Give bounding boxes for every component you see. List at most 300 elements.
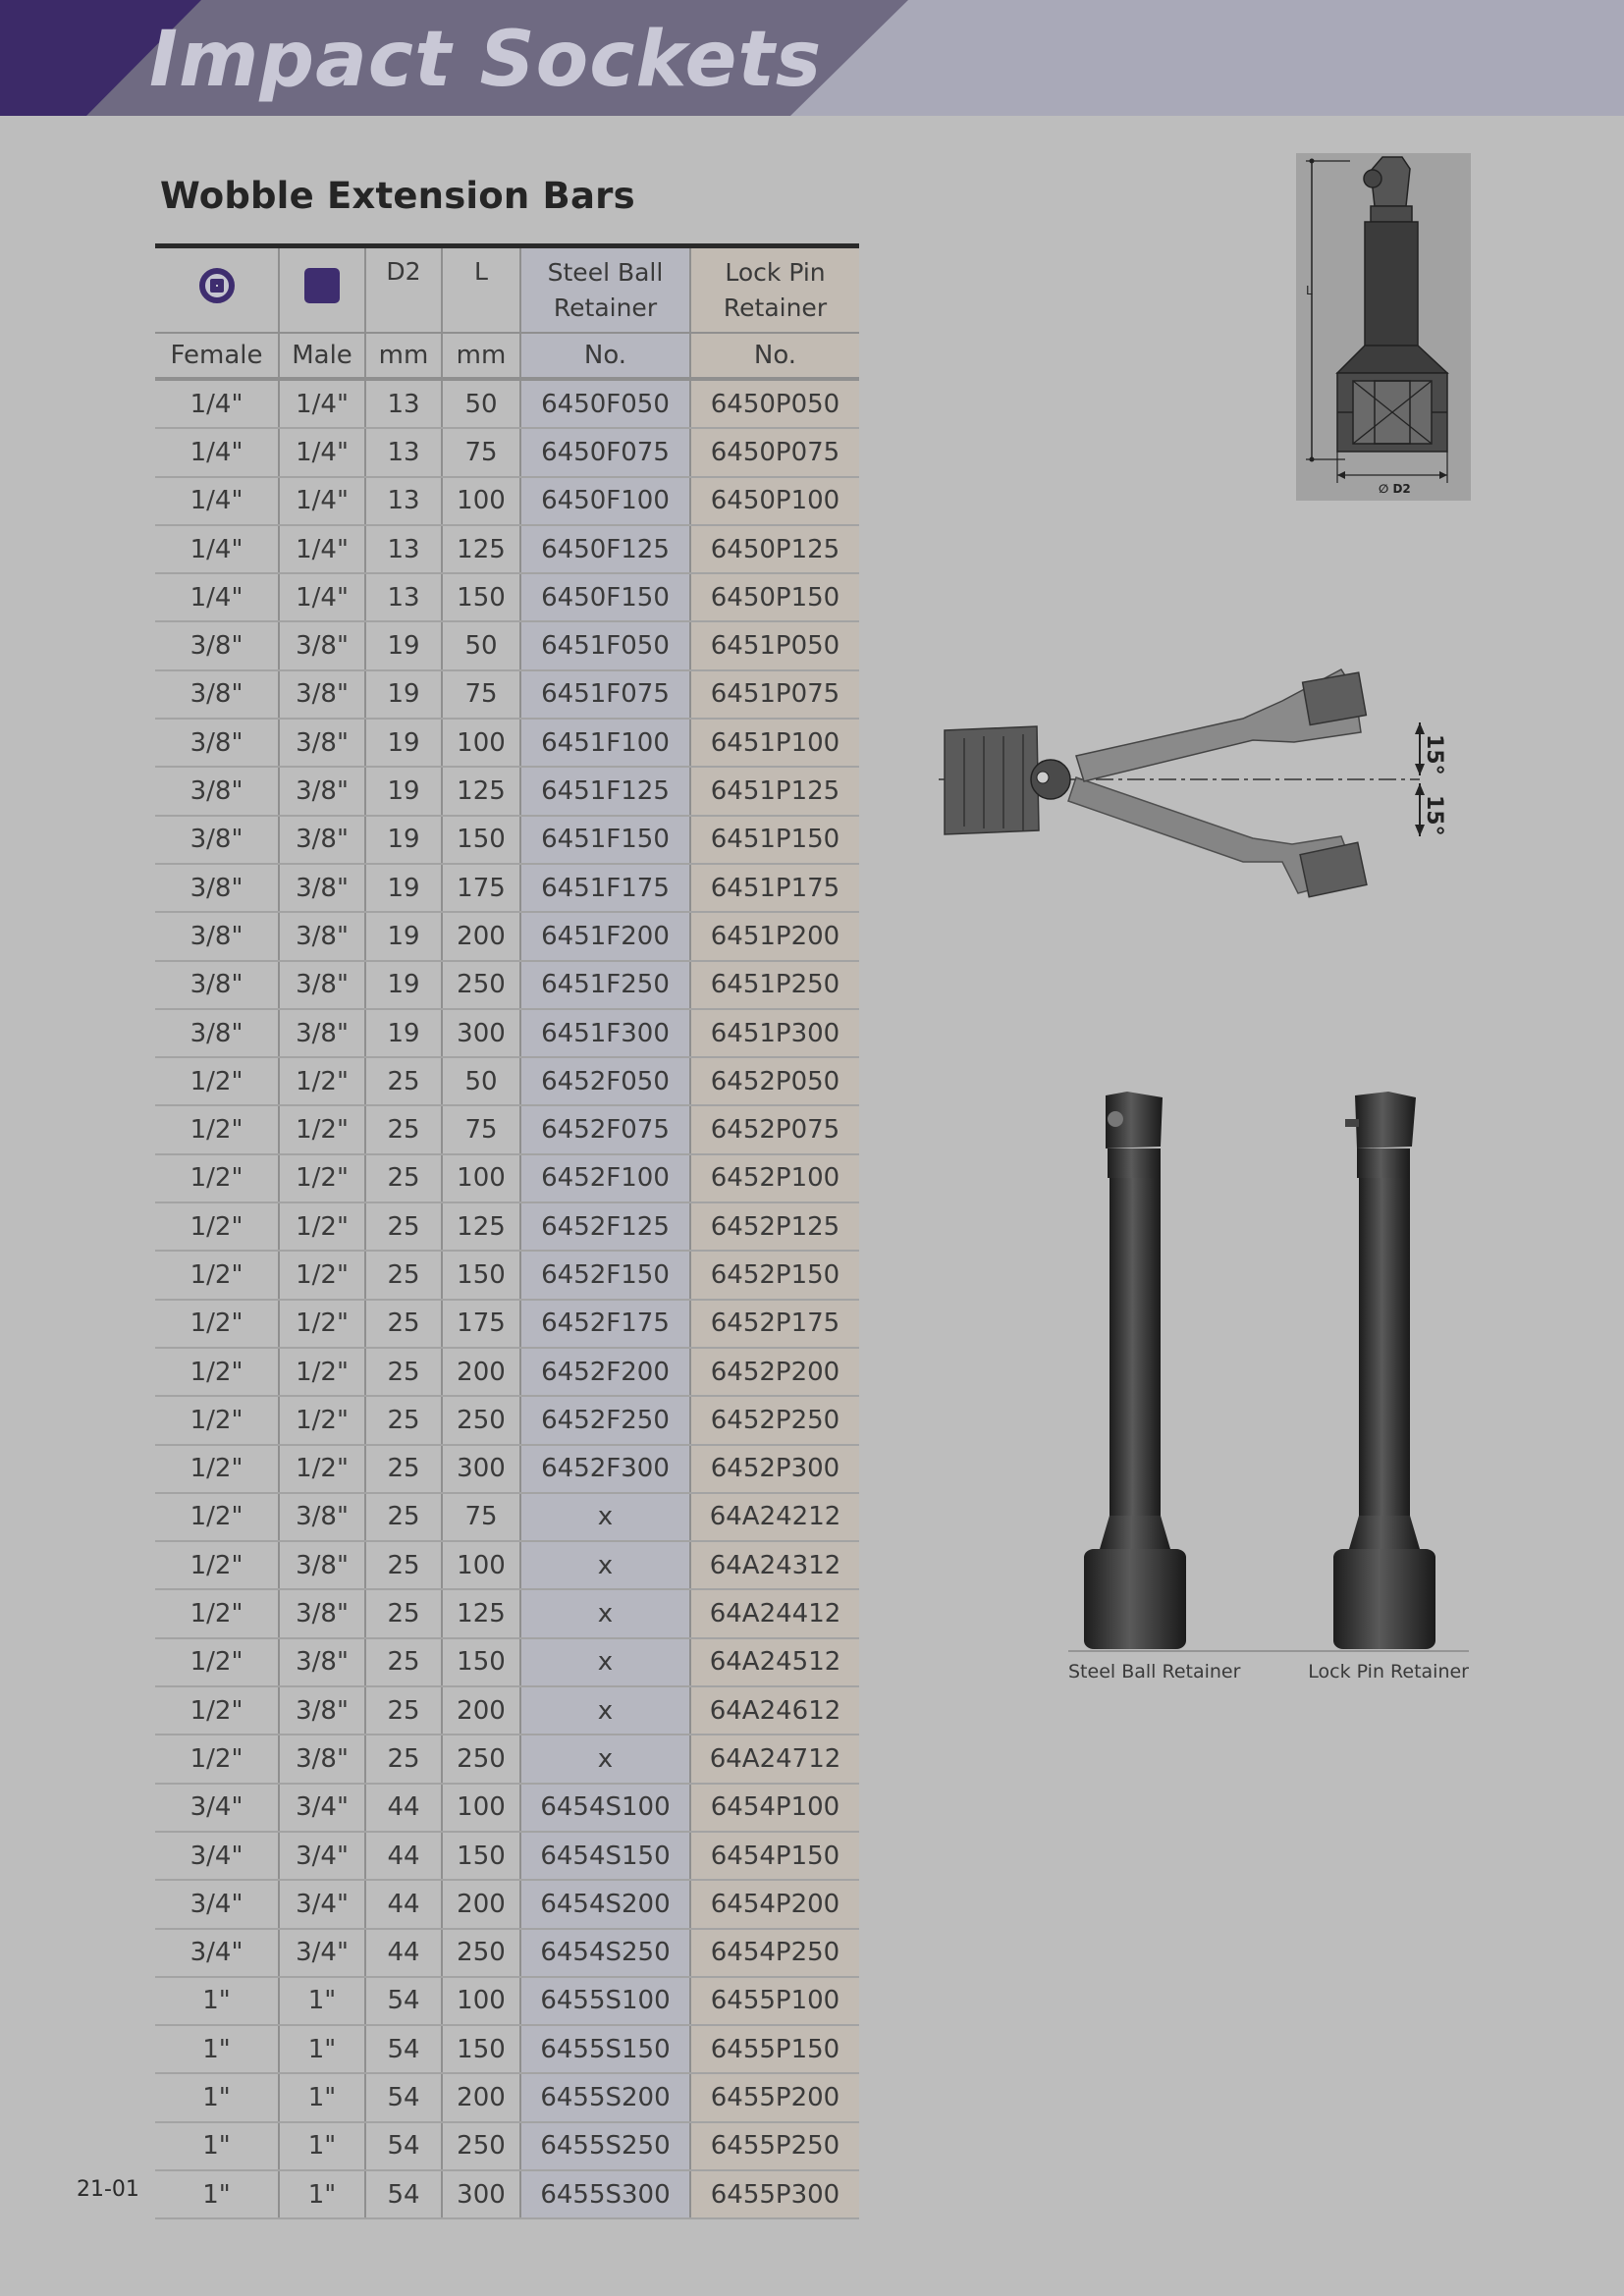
cell-steel-ball-part-no: 6454S150: [520, 1832, 690, 1880]
cell-female-size: 1/2": [155, 1154, 279, 1202]
cell-lock-pin-part-no: 6455P250: [690, 2122, 859, 2170]
cell-female-size: 1/2": [155, 1686, 279, 1735]
cell-lock-pin-part-no: 6454P150: [690, 1832, 859, 1880]
cell-male-size: 1/4": [279, 573, 365, 621]
cell-male-size: 3/8": [279, 1541, 365, 1589]
cell-steel-ball-part-no: 6455S300: [520, 2170, 690, 2218]
angle-label-lower: 15°: [1422, 795, 1446, 836]
cell-male-size: 1/4": [279, 525, 365, 573]
cell-d2-mm: 25: [365, 1348, 442, 1396]
cell-female-size: 3/8": [155, 670, 279, 719]
cell-steel-ball-part-no: x: [520, 1541, 690, 1589]
table-row: [155, 912, 859, 960]
cell-female-size: 1/4": [155, 477, 279, 525]
cell-d2-mm: 25: [365, 1589, 442, 1637]
table-row: [155, 1009, 859, 1057]
cell-d2-mm: 13: [365, 379, 442, 428]
table-row: [155, 1589, 859, 1637]
table-row: [155, 1105, 859, 1153]
table-header-row: [155, 246, 859, 334]
cell-female-size: 3/8": [155, 1009, 279, 1057]
cell-male-size: 3/8": [279, 816, 365, 864]
cell-steel-ball-part-no: 6450F125: [520, 525, 690, 573]
cell-female-size: 1/4": [155, 573, 279, 621]
cell-steel-ball-part-no: 6454S250: [520, 1929, 690, 1977]
table-row: [155, 1251, 859, 1299]
table-row: [155, 1057, 859, 1105]
cell-steel-ball-part-no: 6452F300: [520, 1445, 690, 1493]
cell-d2-mm: 19: [365, 767, 442, 815]
cell-lock-pin-part-no: 6454P250: [690, 1929, 859, 1977]
cell-length-mm: 50: [442, 379, 520, 428]
cell-steel-ball-part-no: x: [520, 1686, 690, 1735]
cell-male-size: 3/4": [279, 1784, 365, 1832]
table-row: [155, 477, 859, 525]
cell-female-size: 3/8": [155, 621, 279, 669]
male-square-drive-icon: [304, 268, 340, 303]
cell-female-size: 1/2": [155, 1251, 279, 1299]
cell-d2-mm: 13: [365, 428, 442, 476]
diagram-d2-label: ∅ D2: [1379, 482, 1411, 496]
cell-d2-mm: 54: [365, 2170, 442, 2218]
cell-male-size: 1": [279, 2122, 365, 2170]
cell-female-size: 1": [155, 2025, 279, 2073]
cell-female-size: 1/2": [155, 1057, 279, 1105]
cell-d2-mm: 25: [365, 1105, 442, 1153]
table-row: [155, 1348, 859, 1396]
cell-length-mm: 200: [442, 1880, 520, 1928]
cell-female-size: 1/2": [155, 1589, 279, 1637]
steel-ball-retainer-bar: [1084, 1092, 1186, 1649]
cell-steel-ball-part-no: 6451F250: [520, 961, 690, 1009]
cell-female-size: 1/2": [155, 1105, 279, 1153]
cell-steel-ball-part-no: 6452F100: [520, 1154, 690, 1202]
cell-lock-pin-part-no: 6452P050: [690, 1057, 859, 1105]
cell-steel-ball-part-no: 6454S100: [520, 1784, 690, 1832]
table-row: [155, 1638, 859, 1686]
cell-female-size: 1/2": [155, 1638, 279, 1686]
table-row: [155, 1929, 859, 1977]
cell-male-size: 3/8": [279, 719, 365, 767]
table-row: [155, 2073, 859, 2121]
cell-male-size: 1": [279, 1977, 365, 2025]
cell-length-mm: 300: [442, 2170, 520, 2218]
cell-length-mm: 100: [442, 1154, 520, 1202]
cell-steel-ball-part-no: 6455S200: [520, 2073, 690, 2121]
cell-d2-mm: 19: [365, 961, 442, 1009]
female-drive-symbol-cell: [155, 246, 279, 334]
cell-d2-mm: 44: [365, 1832, 442, 1880]
cell-length-mm: 125: [442, 525, 520, 573]
cell-male-size: 1/2": [279, 1348, 365, 1396]
table-row: [155, 864, 859, 912]
caption-steel-ball-retainer: Steel Ball Retainer: [1068, 1661, 1241, 1682]
cell-steel-ball-part-no: 6452F050: [520, 1057, 690, 1105]
cell-female-size: 3/8": [155, 816, 279, 864]
table-row: [155, 1686, 859, 1735]
cell-female-size: 3/8": [155, 719, 279, 767]
lock-pin-retainer-bar: [1333, 1092, 1435, 1649]
cell-steel-ball-part-no: 6452F250: [520, 1396, 690, 1444]
spec-table: [155, 243, 859, 2219]
table-row: [155, 2122, 859, 2170]
cell-d2-mm: 54: [365, 2025, 442, 2073]
cell-steel-ball-part-no: 6455S150: [520, 2025, 690, 2073]
table-row: [155, 1832, 859, 1880]
table-row: [155, 1154, 859, 1202]
cell-male-size: 1/4": [279, 477, 365, 525]
cell-male-size: 1/2": [279, 1445, 365, 1493]
table-subheader-row: [155, 333, 859, 379]
cell-steel-ball-part-no: 6452F175: [520, 1300, 690, 1348]
cell-d2-mm: 19: [365, 1009, 442, 1057]
cell-length-mm: 175: [442, 1300, 520, 1348]
cell-lock-pin-part-no: 6451P175: [690, 864, 859, 912]
header-male: Male: [279, 333, 365, 379]
photo-captions: [1068, 1661, 1469, 1684]
cell-female-size: 1/4": [155, 379, 279, 428]
cell-lock-pin-part-no: 6451P125: [690, 767, 859, 815]
page-banner: [0, 0, 1624, 116]
cell-male-size: 1/2": [279, 1251, 365, 1299]
cell-female-size: 1/2": [155, 1348, 279, 1396]
header-steel-ball-retainer: Steel Ball Retainer: [520, 246, 690, 334]
cell-lock-pin-part-no: 6452P150: [690, 1251, 859, 1299]
cell-lock-pin-part-no: 6452P125: [690, 1202, 859, 1251]
cell-female-size: 3/8": [155, 912, 279, 960]
cell-length-mm: 100: [442, 1784, 520, 1832]
table-row: [155, 1735, 859, 1783]
angle-label-upper: 15°: [1422, 734, 1446, 775]
cell-length-mm: 50: [442, 1057, 520, 1105]
table-row: [155, 1541, 859, 1589]
cell-female-size: 1/2": [155, 1735, 279, 1783]
header-d2: D2: [365, 246, 442, 334]
table-row: [155, 719, 859, 767]
cell-length-mm: 250: [442, 2122, 520, 2170]
table-row: [155, 379, 859, 428]
cell-male-size: 3/8": [279, 670, 365, 719]
cell-male-size: 1/2": [279, 1396, 365, 1444]
cell-female-size: 1/2": [155, 1300, 279, 1348]
cell-female-size: 1/2": [155, 1445, 279, 1493]
table-row: [155, 1445, 859, 1493]
cell-female-size: 3/4": [155, 1832, 279, 1880]
cell-length-mm: 125: [442, 1589, 520, 1637]
header-female: Female: [155, 333, 279, 379]
cell-male-size: 1/4": [279, 379, 365, 428]
cell-d2-mm: 19: [365, 670, 442, 719]
cell-male-size: 3/8": [279, 912, 365, 960]
cell-length-mm: 125: [442, 767, 520, 815]
cell-d2-mm: 13: [365, 573, 442, 621]
caption-lock-pin-retainer: Lock Pin Retainer: [1308, 1661, 1469, 1682]
cell-length-mm: 50: [442, 621, 520, 669]
cell-lock-pin-part-no: 64A24412: [690, 1589, 859, 1637]
cell-female-size: 1/2": [155, 1202, 279, 1251]
cell-d2-mm: 25: [365, 1251, 442, 1299]
cell-length-mm: 150: [442, 1638, 520, 1686]
table-row: [155, 2170, 859, 2218]
header-l: L: [442, 246, 520, 334]
cell-d2-mm: 19: [365, 816, 442, 864]
cell-d2-mm: 54: [365, 2073, 442, 2121]
cell-steel-ball-part-no: 6455S250: [520, 2122, 690, 2170]
cell-steel-ball-part-no: x: [520, 1735, 690, 1783]
cell-male-size: 1/2": [279, 1300, 365, 1348]
cell-steel-ball-part-no: 6450F075: [520, 428, 690, 476]
cell-d2-mm: 54: [365, 1977, 442, 2025]
cell-length-mm: 75: [442, 428, 520, 476]
cell-female-size: 1/2": [155, 1493, 279, 1541]
cell-lock-pin-part-no: 6452P200: [690, 1348, 859, 1396]
cell-d2-mm: 25: [365, 1202, 442, 1251]
cell-female-size: 3/4": [155, 1880, 279, 1928]
cell-d2-mm: 25: [365, 1300, 442, 1348]
cell-length-mm: 75: [442, 670, 520, 719]
cell-lock-pin-part-no: 6451P150: [690, 816, 859, 864]
cell-male-size: 3/4": [279, 1880, 365, 1928]
cell-length-mm: 150: [442, 816, 520, 864]
cell-length-mm: 300: [442, 1445, 520, 1493]
cell-male-size: 1/2": [279, 1057, 365, 1105]
cell-d2-mm: 25: [365, 1638, 442, 1686]
header-l-unit: mm: [442, 333, 520, 379]
cell-length-mm: 75: [442, 1105, 520, 1153]
cell-d2-mm: 44: [365, 1929, 442, 1977]
cell-length-mm: 100: [442, 1541, 520, 1589]
cell-lock-pin-part-no: 64A24712: [690, 1735, 859, 1783]
cell-lock-pin-part-no: 6451P200: [690, 912, 859, 960]
cell-steel-ball-part-no: 6450F050: [520, 379, 690, 428]
cell-lock-pin-part-no: 6455P150: [690, 2025, 859, 2073]
cell-length-mm: 125: [442, 1202, 520, 1251]
cell-female-size: 1/2": [155, 1541, 279, 1589]
cell-lock-pin-part-no: 6451P075: [690, 670, 859, 719]
cell-lock-pin-part-no: 64A24212: [690, 1493, 859, 1541]
cell-lock-pin-part-no: 6451P250: [690, 961, 859, 1009]
table-body: [155, 379, 859, 2218]
cell-length-mm: 100: [442, 477, 520, 525]
cell-male-size: 3/8": [279, 1638, 365, 1686]
cell-length-mm: 200: [442, 1686, 520, 1735]
cell-length-mm: 175: [442, 864, 520, 912]
cell-male-size: 1": [279, 2025, 365, 2073]
cell-d2-mm: 13: [365, 477, 442, 525]
cell-steel-ball-part-no: 6451F125: [520, 767, 690, 815]
table-row: [155, 1396, 859, 1444]
cell-steel-ball-part-no: 6452F150: [520, 1251, 690, 1299]
cell-steel-ball-part-no: 6451F050: [520, 621, 690, 669]
cell-steel-ball-part-no: 6450F100: [520, 477, 690, 525]
cell-female-size: 1": [155, 1977, 279, 2025]
table-row: [155, 621, 859, 669]
cell-length-mm: 200: [442, 912, 520, 960]
cell-length-mm: 250: [442, 1929, 520, 1977]
cell-lock-pin-part-no: 6450P050: [690, 379, 859, 428]
cell-length-mm: 200: [442, 2073, 520, 2121]
cell-steel-ball-part-no: 6452F075: [520, 1105, 690, 1153]
cell-length-mm: 300: [442, 1009, 520, 1057]
female-square-drive-icon: [199, 268, 235, 303]
table-row: [155, 1784, 859, 1832]
cell-male-size: 3/8": [279, 1009, 365, 1057]
cell-length-mm: 100: [442, 719, 520, 767]
cell-lock-pin-part-no: 6454P100: [690, 1784, 859, 1832]
cell-lock-pin-part-no: 6455P100: [690, 1977, 859, 2025]
cell-steel-ball-part-no: 6451F200: [520, 912, 690, 960]
cell-d2-mm: 25: [365, 1541, 442, 1589]
diagram-l-label: L: [1306, 284, 1313, 297]
cell-lock-pin-part-no: 6452P100: [690, 1154, 859, 1202]
cell-female-size: 1/2": [155, 1396, 279, 1444]
cell-male-size: 1": [279, 2170, 365, 2218]
cell-length-mm: 250: [442, 1735, 520, 1783]
cell-d2-mm: 19: [365, 912, 442, 960]
cell-d2-mm: 44: [365, 1880, 442, 1928]
cell-d2-mm: 19: [365, 864, 442, 912]
cell-length-mm: 150: [442, 2025, 520, 2073]
cell-male-size: 3/8": [279, 1589, 365, 1637]
cell-steel-ball-part-no: 6451F300: [520, 1009, 690, 1057]
cell-male-size: 1/2": [279, 1154, 365, 1202]
table-row: [155, 816, 859, 864]
cell-steel-ball-part-no: x: [520, 1493, 690, 1541]
cell-d2-mm: 25: [365, 1057, 442, 1105]
cell-lock-pin-part-no: 6450P100: [690, 477, 859, 525]
cell-male-size: 1": [279, 2073, 365, 2121]
cell-steel-ball-part-no: 6451F100: [520, 719, 690, 767]
table-row: [155, 961, 859, 1009]
cell-male-size: 1/2": [279, 1105, 365, 1153]
table-row: [155, 525, 859, 573]
cell-length-mm: 250: [442, 1396, 520, 1444]
cell-male-size: 3/8": [279, 961, 365, 1009]
table-row: [155, 428, 859, 476]
page-number: 21-01: [77, 2177, 139, 2202]
cell-d2-mm: 44: [365, 1784, 442, 1832]
cell-steel-ball-part-no: x: [520, 1638, 690, 1686]
cell-length-mm: 150: [442, 1251, 520, 1299]
cell-lock-pin-part-no: 64A24512: [690, 1638, 859, 1686]
cell-female-size: 3/8": [155, 961, 279, 1009]
cell-female-size: 1": [155, 2122, 279, 2170]
cell-female-size: 1/4": [155, 525, 279, 573]
cell-steel-ball-part-no: 6455S100: [520, 1977, 690, 2025]
cell-length-mm: 250: [442, 961, 520, 1009]
cell-d2-mm: 25: [365, 1445, 442, 1493]
table-row: [155, 1300, 859, 1348]
table-row: [155, 767, 859, 815]
cell-lock-pin-part-no: 6451P050: [690, 621, 859, 669]
cell-lock-pin-part-no: 6450P150: [690, 573, 859, 621]
male-drive-symbol-cell: [279, 246, 365, 334]
cell-steel-ball-part-no: 6452F200: [520, 1348, 690, 1396]
cell-lock-pin-part-no: 6450P075: [690, 428, 859, 476]
cell-male-size: 3/8": [279, 767, 365, 815]
cell-d2-mm: 25: [365, 1686, 442, 1735]
cell-lock-pin-part-no: 64A24312: [690, 1541, 859, 1589]
cell-lock-pin-part-no: 6452P300: [690, 1445, 859, 1493]
cell-female-size: 1/4": [155, 428, 279, 476]
cell-d2-mm: 25: [365, 1735, 442, 1783]
table-row: [155, 670, 859, 719]
cell-length-mm: 75: [442, 1493, 520, 1541]
cell-steel-ball-part-no: 6452F125: [520, 1202, 690, 1251]
cell-steel-ball-part-no: 6451F075: [520, 670, 690, 719]
header-d2-unit: mm: [365, 333, 442, 379]
cell-female-size: 3/4": [155, 1784, 279, 1832]
cell-female-size: 1": [155, 2073, 279, 2121]
cell-lock-pin-part-no: 64A24612: [690, 1686, 859, 1735]
cell-male-size: 3/4": [279, 1929, 365, 1977]
cell-male-size: 3/4": [279, 1832, 365, 1880]
cell-length-mm: 150: [442, 1832, 520, 1880]
cell-steel-ball-part-no: 6451F175: [520, 864, 690, 912]
dimension-diagram: [1296, 153, 1471, 501]
cell-female-size: 1": [155, 2170, 279, 2218]
cell-d2-mm: 54: [365, 2122, 442, 2170]
header-lock-pin-no: No.: [690, 333, 859, 379]
table-row: [155, 2025, 859, 2073]
table-row: [155, 1493, 859, 1541]
cell-d2-mm: 19: [365, 719, 442, 767]
cell-lock-pin-part-no: 6452P075: [690, 1105, 859, 1153]
cell-length-mm: 200: [442, 1348, 520, 1396]
cell-lock-pin-part-no: 6455P300: [690, 2170, 859, 2218]
cell-male-size: 1/4": [279, 428, 365, 476]
cell-d2-mm: 25: [365, 1493, 442, 1541]
cell-male-size: 3/8": [279, 1735, 365, 1783]
header-lock-pin-retainer: Lock Pin Retainer: [690, 246, 859, 334]
cell-male-size: 3/8": [279, 1493, 365, 1541]
cell-male-size: 3/8": [279, 621, 365, 669]
cell-length-mm: 150: [442, 573, 520, 621]
cell-lock-pin-part-no: 6451P300: [690, 1009, 859, 1057]
table-row: [155, 573, 859, 621]
cell-d2-mm: 13: [365, 525, 442, 573]
wobble-angle-diagram: [929, 662, 1459, 905]
table-row: [155, 1880, 859, 1928]
cell-male-size: 3/8": [279, 1686, 365, 1735]
cell-male-size: 1/2": [279, 1202, 365, 1251]
cell-lock-pin-part-no: 6452P175: [690, 1300, 859, 1348]
header-steel-ball-no: No.: [520, 333, 690, 379]
cell-lock-pin-part-no: 6454P200: [690, 1880, 859, 1928]
page-title: Impact Sockets: [149, 16, 823, 104]
section-title: Wobble Extension Bars: [160, 175, 635, 217]
cell-lock-pin-part-no: 6455P200: [690, 2073, 859, 2121]
cell-d2-mm: 19: [365, 621, 442, 669]
cell-male-size: 3/8": [279, 864, 365, 912]
cell-female-size: 3/8": [155, 767, 279, 815]
cell-lock-pin-part-no: 6450P125: [690, 525, 859, 573]
cell-steel-ball-part-no: 6451F150: [520, 816, 690, 864]
cell-lock-pin-part-no: 6451P100: [690, 719, 859, 767]
product-photos: [1068, 1088, 1469, 1657]
table-row: [155, 1202, 859, 1251]
cell-female-size: 3/8": [155, 864, 279, 912]
cell-length-mm: 100: [442, 1977, 520, 2025]
cell-steel-ball-part-no: 6454S200: [520, 1880, 690, 1928]
cell-female-size: 3/4": [155, 1929, 279, 1977]
cell-steel-ball-part-no: x: [520, 1589, 690, 1637]
cell-d2-mm: 25: [365, 1396, 442, 1444]
cell-d2-mm: 25: [365, 1154, 442, 1202]
cell-lock-pin-part-no: 6452P250: [690, 1396, 859, 1444]
table-row: [155, 1977, 859, 2025]
cell-steel-ball-part-no: 6450F150: [520, 573, 690, 621]
